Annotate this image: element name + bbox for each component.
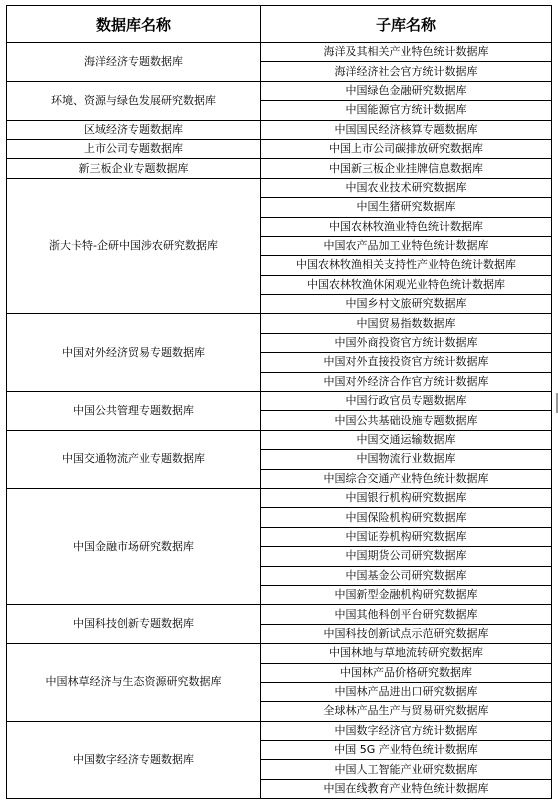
- sub-database-cell: 中国贸易指数数据库: [261, 314, 552, 333]
- sub-database-cell: 中国科技创新试点示范研究数据库: [261, 624, 552, 643]
- table-row: [7, 139, 552, 158]
- sub-database-cell: 中国林地与草地流转研究数据库: [261, 644, 552, 663]
- sub-database-cell: 中国绿色金融研究数据库: [261, 81, 552, 100]
- sub-database-cell: 中国新三板企业挂牌信息数据库: [261, 159, 552, 178]
- table-row: [7, 488, 552, 507]
- sub-database-cell: 中国人工智能产业研究数据库: [261, 760, 552, 779]
- sub-database-cell: 中国期货公司研究数据库: [261, 547, 552, 566]
- database-name-cell: 中国公共管理专题数据库: [7, 392, 261, 431]
- sub-database-cell: 中国生猪研究数据库: [261, 198, 552, 217]
- database-name-cell: 中国数字经济专题数据库: [7, 721, 261, 799]
- sub-database-cell: 中国上市公司碳排放研究数据库: [261, 139, 552, 158]
- sub-database-cell: 中国新型金融机构研究数据库: [261, 585, 552, 604]
- sub-database-cell: 中国数字经济官方统计数据库: [261, 721, 552, 740]
- sub-database-cell: 中国对外经济合作官方统计数据库: [261, 372, 552, 391]
- database-name-cell: 中国林草经济与生态资源研究数据库: [7, 644, 261, 722]
- table-row: [7, 314, 552, 333]
- sub-database-cell: 中国在线教育产业特色统计数据库: [261, 779, 552, 798]
- database-name-cell: 区域经济专题数据库: [7, 120, 261, 139]
- sub-database-cell: 海洋及其相关产业特色统计数据库: [261, 43, 552, 62]
- database-name-cell: 新三板企业专题数据库: [7, 159, 261, 178]
- sub-database-cell: 中国农林牧渔休闲观光业特色统计数据库: [261, 275, 552, 294]
- sub-database-cell: 中国保险机构研究数据库: [261, 508, 552, 527]
- table-row: [7, 605, 552, 624]
- sub-database-cell: 中国其他科创平台研究数据库: [261, 605, 552, 624]
- database-table: [6, 5, 552, 799]
- sub-database-cell: 中国能源官方统计数据库: [261, 101, 552, 120]
- database-name-cell: 浙大卡特-企研中国涉农研究数据库: [7, 178, 261, 314]
- table-body: [7, 43, 552, 799]
- database-name-cell: 上市公司专题数据库: [7, 139, 261, 158]
- sub-database-cell: 中国对外直接投资官方统计数据库: [261, 353, 552, 372]
- table-row: [7, 644, 552, 663]
- sub-database-cell: 中国 5G 产业特色统计数据库: [261, 741, 552, 760]
- table-row: [7, 120, 552, 139]
- sub-database-cell: 中国农产品加工业特色统计数据库: [261, 236, 552, 255]
- sub-database-cell: 中国基金公司研究数据库: [261, 566, 552, 585]
- table-row: [7, 43, 552, 62]
- database-name-cell: 中国交通物流产业专题数据库: [7, 430, 261, 488]
- sub-database-cell: 中国公共基础设施专题数据库: [261, 411, 552, 430]
- header-sub-database-name: 子库名称: [261, 6, 552, 43]
- sub-database-cell: 中国物流行业数据库: [261, 450, 552, 469]
- table-row: [7, 81, 552, 100]
- header-database-name: 数据库名称: [7, 6, 261, 43]
- sub-database-cell: 全球林产品生产与贸易研究数据库: [261, 702, 552, 721]
- database-name-cell: 环境、资源与绿色发展研究数据库: [7, 81, 261, 120]
- table-row: [7, 392, 552, 411]
- sub-database-cell: 中国证券机构研究数据库: [261, 527, 552, 546]
- table-row: [7, 178, 552, 197]
- table-row: [7, 721, 552, 740]
- table-row: [7, 159, 552, 178]
- database-name-cell: 中国科技创新专题数据库: [7, 605, 261, 644]
- sub-database-cell: 中国银行机构研究数据库: [261, 488, 552, 507]
- sub-database-cell: 中国外商投资官方统计数据库: [261, 333, 552, 352]
- sub-database-cell: 中国行政官员专题数据库: [261, 392, 552, 411]
- sub-database-cell: 中国交通运输数据库: [261, 430, 552, 449]
- sub-database-cell: 中国国民经济核算专题数据库: [261, 120, 552, 139]
- sub-database-cell: 中国农业技术研究数据库: [261, 178, 552, 197]
- sub-database-cell: 中国乡村文旅研究数据库: [261, 295, 552, 314]
- database-name-cell: 海洋经济专题数据库: [7, 43, 261, 82]
- sub-database-cell: 中国农林牧渔相关支持性产业特色统计数据库: [261, 256, 552, 275]
- sub-database-cell: 中国林产品进出口研究数据库: [261, 682, 552, 701]
- sub-database-cell: 中国林产品价格研究数据库: [261, 663, 552, 682]
- sub-database-cell: 中国农林牧渔业特色统计数据库: [261, 217, 552, 236]
- table-row: [7, 430, 552, 449]
- header-row: [7, 6, 552, 43]
- sub-database-cell: 海洋经济社会官方统计数据库: [261, 62, 552, 81]
- sub-database-cell: 中国综合交通产业特色统计数据库: [261, 469, 552, 488]
- database-name-cell: 中国对外经济贸易专题数据库: [7, 314, 261, 392]
- database-name-cell: 中国金融市场研究数据库: [7, 488, 261, 604]
